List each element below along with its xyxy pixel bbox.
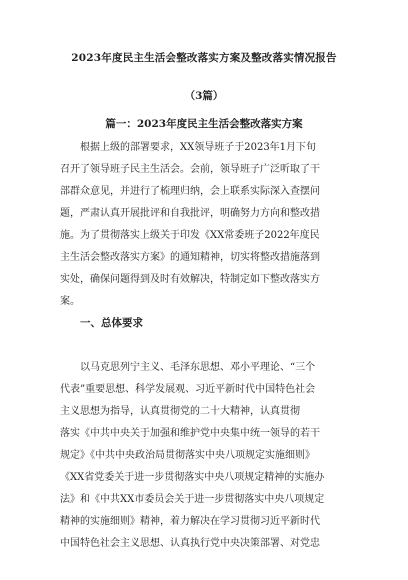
document-title: 2023年度民主生活会整改落实方案及整改落实情况报告 — [71, 52, 337, 64]
paragraph-line: 案。 — [60, 296, 80, 307]
paragraph-line: 代表”重要思想、科学发展观、习近平新时代中国特色社会 — [60, 384, 316, 395]
paragraph-line: 根据上级的部署要求，XX领导班子于2023年1月下旬 — [60, 142, 317, 153]
paragraph-line: 中国特色社会主义思想、认真执行党中央决策部署、对党忠 — [60, 538, 320, 549]
paragraph-line: 召开了领导班子民主生活会。会前，领导班子广泛听取了干 — [60, 164, 320, 175]
paragraph-line: 部群众意见，并进行了梳理归纳，会上联系实际深入查摆问 — [60, 186, 320, 197]
paragraph-guidance — [60, 357, 354, 555]
paragraph-line: 主义思想为指导，认真贯彻党的二十大精神，认真贯彻 — [60, 406, 300, 417]
paragraph-line: 法》和《中共XX市委员会关于进一步贯彻落实中央八项规定 — [60, 494, 325, 505]
paragraph-line: 《XX省党委关于进一步贯彻落实中央八项规定精神的实施办 — [60, 472, 325, 483]
paragraph-line: 题，严肃认真开展批评和自我批评，明确努力方向和整改措 — [60, 208, 320, 219]
paragraph-line: 落实《中共中央关于加强和维护党中央集中统一领导的若干 — [60, 428, 320, 439]
paragraph-line: 实处，确保问题得到及时有效解决，特制定如下整改落实方 — [60, 274, 320, 285]
paragraph-line: 以马克思列宁主义、毛泽东思想、邓小平理论、“三个 — [60, 362, 316, 373]
document-subtitle: （3篇） — [184, 90, 224, 102]
subheading-general-requirements: 一、总体要求 — [80, 317, 143, 329]
paragraph-intro — [60, 137, 354, 313]
paragraph-line: 规定》《中共中央政治局贯彻落实中央八项规定实施细则》 — [60, 450, 315, 461]
paragraph-line: 主生活会整改落实方案》的通知精神，切实将整改措施落到 — [60, 252, 320, 263]
paragraph-line: 精神的实施细则》精神，着力解决在学习贯彻习近平新时代 — [60, 516, 320, 527]
paragraph-line: 施。为了贯彻落实上级关于印发《XX常委班子2022年度民 — [60, 230, 320, 241]
section-heading: 篇一：2023年度民主生活会整改落实方案 — [105, 118, 303, 130]
